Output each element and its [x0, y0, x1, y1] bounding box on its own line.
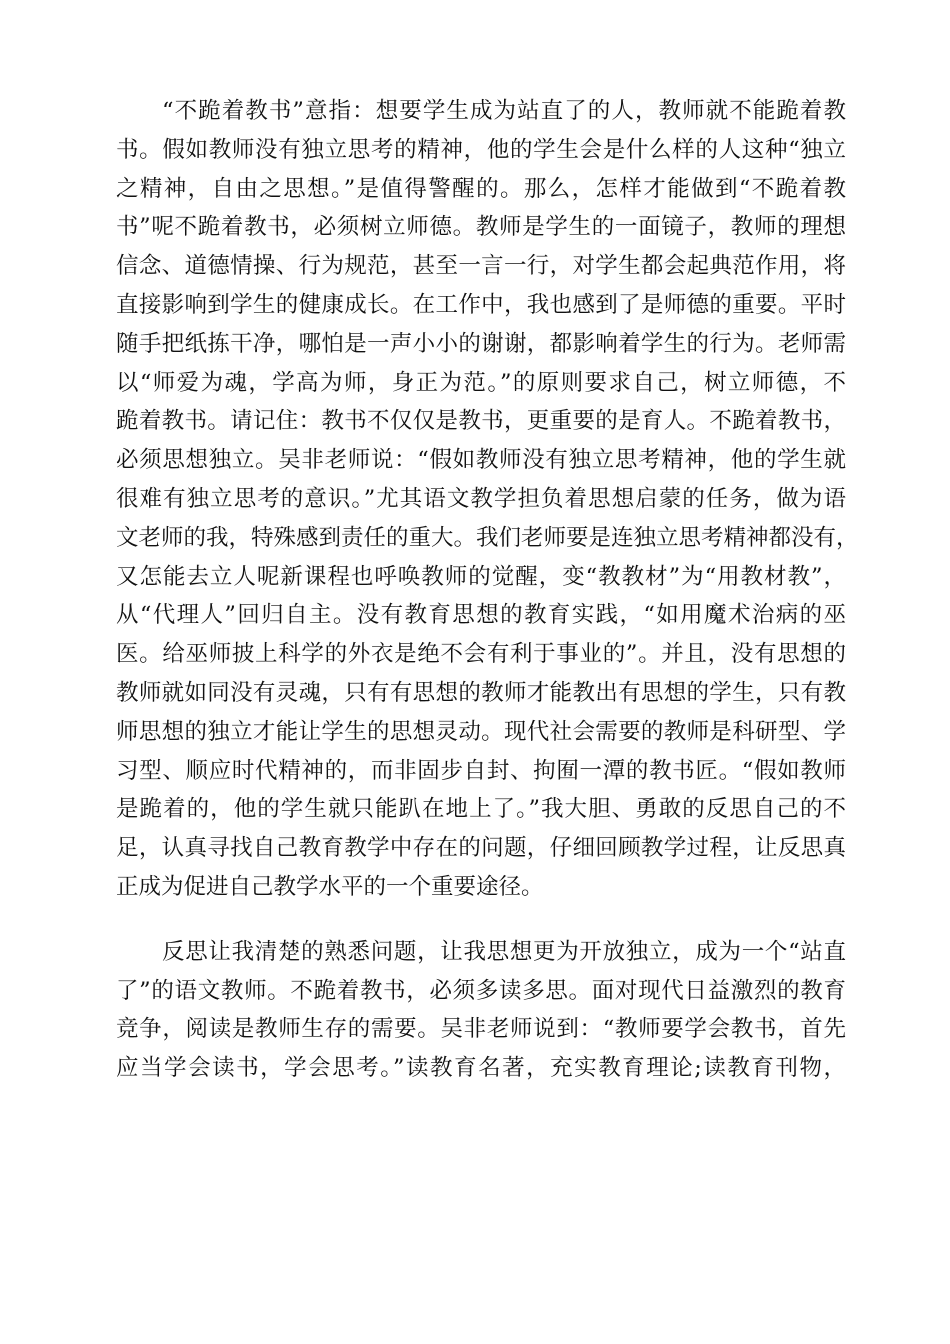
- text-line: 必须思想独立。吴非老师说：“假如教师没有独立思考精神，他的学生就: [116, 447, 846, 474]
- paragraph-2: [116, 933, 846, 1088]
- text-line: 直接影响到学生的健康成长。在工作中，我也感到了是师德的重要。平时: [116, 291, 846, 318]
- text-line: 竞争，阅读是教师生存的需要。吴非老师说到：“教师要学会教书，首先: [116, 1016, 846, 1043]
- text-line: 很难有独立思考的意识。”尤其语文教学担负着思想启蒙的任务，做为语: [116, 485, 846, 512]
- text-line: 医。给巫师披上科学的外衣是绝不会有利于事业的”。并且，没有思想的: [116, 641, 846, 668]
- text-line: 足，认真寻找自己教育教学中存在的问题，仔细回顾教学过程，让反思真: [116, 835, 846, 862]
- text-line: 又怎能去立人呢新课程也呼唤教师的觉醒，变“教教材”为“用教材教”，: [116, 563, 846, 590]
- text-line: 书”呢不跪着教书，必须树立师德。教师是学生的一面镜子，教师的理想: [116, 214, 846, 241]
- text-line: 习型、顺应时代精神的，而非固步自封、拘囿一潭的教书匠。“假如教师: [116, 757, 846, 784]
- text-line: “不跪着教书”意指：想要学生成为站直了的人，教师就不能跪着教: [162, 98, 846, 124]
- text-line: 之精神，自由之思想。”是值得警醒的。那么，怎样才能做到“不跪着教: [116, 175, 846, 202]
- paragraph-1: [116, 92, 859, 907]
- text-line: 信念、道德情操、行为规范，甚至一言一行，对学生都会起典范作用，将: [116, 253, 846, 280]
- text-line: 反思让我清楚的熟悉问题，让我思想更为开放独立，成为一个“站直: [162, 938, 846, 965]
- text-line: 文老师的我，特殊感到责任的重大。我们老师要是连独立思考精神都没有，: [116, 524, 859, 551]
- text-line: 从“代理人”回归自主。没有教育思想的教育实践，“如用魔术治病的巫: [116, 602, 846, 629]
- document-body: [116, 92, 859, 1088]
- text-line: 书。假如教师没有独立思考的精神，他的学生会是什么样的人这种“独立: [116, 136, 846, 163]
- text-line: 正成为促进自己教学水平的一个重要途径。: [116, 873, 544, 900]
- text-line: 教师就如同没有灵魂，只有有思想的教师才能教出有思想的学生，只有教: [116, 679, 846, 706]
- text-line: 师思想的独立才能让学生的思想灵动。现代社会需要的教师是科研型、学: [116, 718, 846, 745]
- text-line: 应当学会读书，学会思考。”读教育名著，充实教育理论;读教育刊物，: [116, 1055, 846, 1082]
- text-line: 以“师爱为魂，学高为师，身正为范。”的原则要求自己，树立师德，不: [116, 369, 846, 396]
- text-line: 随手把纸拣干净，哪怕是一声小小的谢谢，都影响着学生的行为。老师需: [116, 330, 846, 357]
- paragraph-gap: [116, 907, 846, 933]
- text-line: 跪着教书。请记住：教书不仅仅是教书，更重要的是育人。不跪着教书，: [116, 408, 846, 435]
- text-line: 是跪着的，他的学生就只能趴在地上了。”我大胆、勇敢的反思自己的不: [116, 796, 846, 823]
- text-line: 了”的语文教师。不跪着教书，必须多读多思。面对现代日益激烈的教育: [116, 977, 846, 1004]
